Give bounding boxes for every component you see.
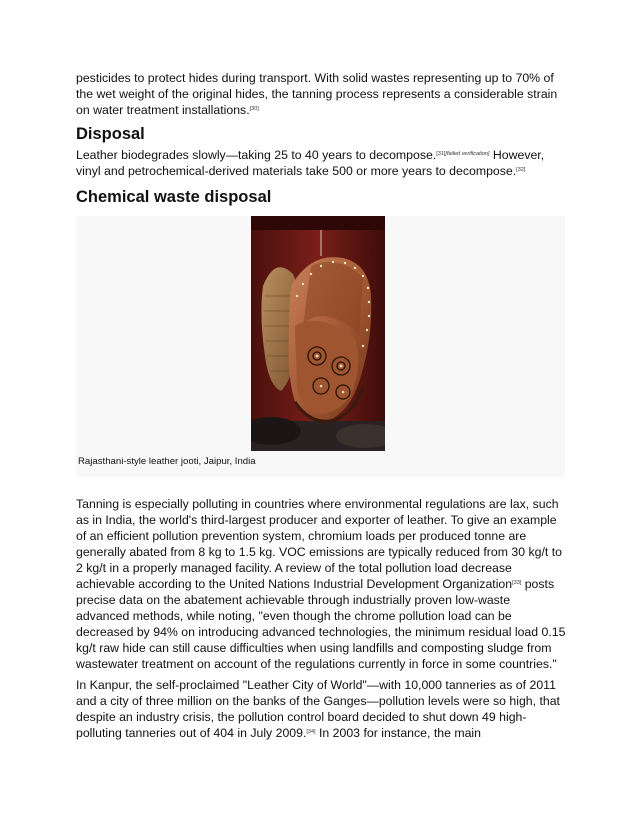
jooti-photo[interactable] bbox=[251, 216, 385, 451]
paragraph2-text-b: In 2003 for instance, the main bbox=[315, 726, 482, 740]
figure-caption: Rajasthani-style leather jooti, Jaipur, India bbox=[78, 456, 256, 467]
heading-chemical-waste-disposal: Chemical waste disposal bbox=[76, 188, 272, 206]
figure-box bbox=[76, 216, 565, 477]
paragraph2-text-a: In Kanpur, the self-proclaimed "Leather City of World"—with 10,000 tanneries as of 2011 and a city of three million on the banks of the Ganges—pollution levels were so high, that despite an industry crisis, the pollution control board decided to shut down 49 high-polluting tanneries out of 404 in July 2009. bbox=[76, 678, 560, 740]
article-page bbox=[76, 70, 566, 741]
kanpur-paragraph bbox=[76, 677, 566, 741]
paragraph1-text-a: Tanning is especially polluting in countries where environmental regulations are lax, such as in India, the world's third-largest producer and exporter of leather. To give an example of an efficient pollution prevention system, chromium loads per produced tonne are generally abated from 8 kg to 1.5 kg. VOC emissions are typically reduced from 30 kg/t to 2 kg/t in a properly managed facility. A review of the total pollution load decrease achievable according to the United Nations Industrial Development Organization bbox=[76, 497, 562, 591]
intro-text: pesticides to protect hides during transport. With solid wastes representing up to 70% of the wet weight of the original hides, the tanning process represents a considerable strain on water treatment installations. bbox=[76, 71, 558, 117]
failed-verification-note[interactable]: [failed verification] bbox=[445, 151, 490, 157]
disposal-text-b: However, vinyl and petrochemical-derived materials take 500 or more years to decompose. bbox=[76, 148, 545, 178]
heading-disposal: Disposal bbox=[76, 125, 145, 143]
citation-32[interactable]: [32] bbox=[516, 167, 526, 173]
tanning-pollution-paragraph bbox=[76, 496, 566, 672]
disposal-text-a: Leather biodegrades slowly—taking 25 to 40 years to decompose. bbox=[76, 148, 437, 162]
citation-33[interactable]: [33] bbox=[512, 580, 522, 586]
citation-34[interactable]: [34] bbox=[306, 729, 316, 735]
jooti-shoe-image bbox=[251, 216, 385, 451]
intro-paragraph bbox=[76, 70, 566, 118]
citation-31[interactable]: [31] bbox=[436, 151, 446, 157]
citation-30[interactable]: [30] bbox=[249, 106, 259, 112]
disposal-paragraph bbox=[76, 147, 566, 179]
paragraph1-text-b: posts precise data on the abatement achievable through industrially proven low-waste advanced methods, while noting, "even though the chrome pollution load can be decreased by 94% on introducing advanced technologies, the minimum residual load 0.15 kg/t raw hide can still cause difficulties when using landfills and composting sludge from wastewater treatment on account of the regulations currently in force in some countries." bbox=[76, 577, 566, 671]
